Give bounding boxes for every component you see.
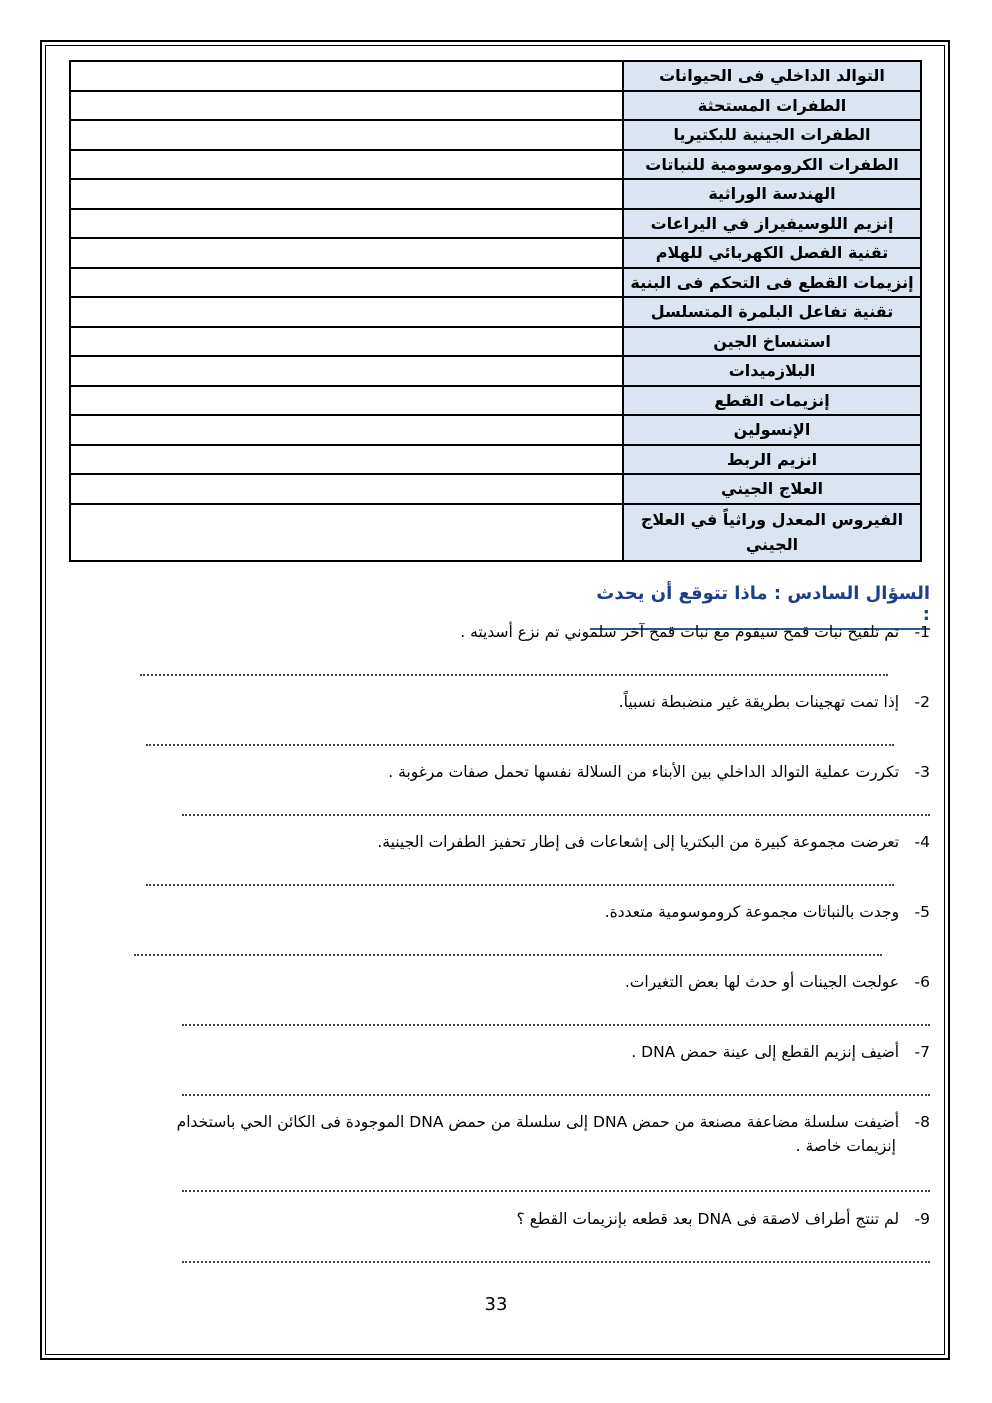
answer-line[interactable] — [134, 954, 882, 956]
answer-cell[interactable] — [70, 504, 623, 561]
answer-cell[interactable] — [70, 238, 623, 268]
answer-cell[interactable] — [70, 386, 623, 416]
list-item — [70, 760, 930, 784]
list-item — [70, 1207, 930, 1231]
question-number: 4- — [914, 833, 930, 851]
list-item — [70, 970, 930, 994]
term-cell: البلازميدات — [623, 356, 921, 386]
question-text: لم تنتج أطراف لاصقة فى DNA بعد قطعه بإنزيمات القطع ؟ — [516, 1210, 900, 1228]
answer-cell[interactable] — [70, 91, 623, 121]
table-row — [70, 386, 921, 416]
list-item — [68, 1110, 930, 1158]
answer-cell[interactable] — [70, 61, 623, 91]
question-number: 5- — [914, 903, 930, 921]
question-text: تكررت عملية التوالد الداخلي بين الأبناء من السلالة نفسها تحمل صفات مرغوبة . — [388, 763, 900, 781]
term-cell: العلاج الجيني — [623, 474, 921, 504]
term-cell: تقنية الفصل الكهربائي للهلام — [623, 238, 921, 268]
answer-cell[interactable] — [70, 209, 623, 239]
list-item — [70, 690, 930, 714]
question-text: أضيف إنزيم القطع إلى عينة حمض DNA . — [631, 1043, 900, 1061]
table-row — [70, 209, 921, 239]
list-item — [70, 1040, 930, 1064]
term-cell: الفيروس المعدل وراثياً في العلاج الجيني — [623, 504, 921, 561]
answer-line[interactable] — [182, 1094, 930, 1096]
table-row — [70, 327, 921, 357]
table-row — [70, 356, 921, 386]
term-cell: الطفرات الجينية للبكتيريا — [623, 120, 921, 150]
term-cell: الهندسة الوراثية — [623, 179, 921, 209]
answer-cell[interactable] — [70, 297, 623, 327]
answer-cell[interactable] — [70, 356, 623, 386]
question-number: 9- — [914, 1210, 930, 1228]
answer-cell[interactable] — [70, 120, 623, 150]
question-text: أضيفت سلسلة مضاعفة مصنعة من حمض DNA إلى سلسلة من حمض DNA الموجودة فى الكائن الحي باستخدام — [176, 1113, 900, 1131]
table-row — [70, 91, 921, 121]
table-row — [70, 150, 921, 180]
answer-cell[interactable] — [70, 179, 623, 209]
table-row — [70, 238, 921, 268]
answer-cell[interactable] — [70, 415, 623, 445]
term-cell: تقنية تفاعل البلمرة المتسلسل — [623, 297, 921, 327]
table-row — [70, 415, 921, 445]
list-item — [70, 620, 930, 644]
section-title: السؤال السادس : ماذا تتوقع أن يحدث : — [590, 583, 930, 630]
term-cell: الطفرات الكروموسومية للنباتات — [623, 150, 921, 180]
answer-cell[interactable] — [70, 150, 623, 180]
term-cell: إنزيمات القطع فى التحكم فى البنية — [623, 268, 921, 298]
table-row — [70, 297, 921, 327]
question-number: 8- — [914, 1113, 930, 1131]
term-cell: انزيم الربط — [623, 445, 921, 475]
answer-cell[interactable] — [70, 445, 623, 475]
answer-cell[interactable] — [70, 474, 623, 504]
answer-cell[interactable] — [70, 268, 623, 298]
answer-line[interactable] — [146, 884, 894, 886]
answer-line[interactable] — [182, 1190, 930, 1192]
term-cell: استنساخ الجين — [623, 327, 921, 357]
question-text: تعرضت مجموعة كبيرة من البكتريا إلى إشعاعات فى إطار تحفيز الطفرات الجينية. — [377, 833, 900, 851]
terms-table — [69, 60, 922, 562]
list-item — [70, 830, 930, 854]
table-row — [70, 474, 921, 504]
term-cell: إنزيم اللوسيفيراز في اليراعات — [623, 209, 921, 239]
table-row — [70, 504, 921, 561]
question-text: تم تلقيح نبات قمح سيفوم مع نبات قمح آخر سلموني تم نزع أسديته . — [460, 623, 900, 641]
question-number: 6- — [914, 973, 930, 991]
answer-line[interactable] — [182, 1261, 930, 1263]
answer-line[interactable] — [140, 674, 888, 676]
answer-line[interactable] — [182, 814, 930, 816]
term-cell: الإنسولين — [623, 415, 921, 445]
question-text: وجدت بالنباتات مجموعة كروموسومية متعددة. — [604, 903, 900, 921]
table-row — [70, 268, 921, 298]
table-row — [70, 179, 921, 209]
table-row — [70, 445, 921, 475]
question-text: إذا تمت تهجينات بطريقة غير منضبطة نسبياً. — [618, 693, 900, 711]
list-item — [70, 900, 930, 924]
question-number: 7- — [914, 1043, 930, 1061]
table-row — [70, 120, 921, 150]
question-number: 2- — [914, 693, 930, 711]
term-cell: الطفرات المستحثة — [623, 91, 921, 121]
term-cell: التوالد الداخلي فى الحيوانات — [623, 61, 921, 91]
term-cell: إنزيمات القطع — [623, 386, 921, 416]
answer-cell[interactable] — [70, 327, 623, 357]
page-number: 33 — [484, 1294, 508, 1315]
question-text: عولجت الجينات أو حدث لها بعض التغيرات. — [624, 973, 900, 991]
table-row — [70, 61, 921, 91]
question-number: 1- — [914, 623, 930, 641]
answer-line[interactable] — [182, 1024, 930, 1026]
question-number: 3- — [914, 763, 930, 781]
question-text-continued: إنزيمات خاصة . — [795, 1137, 896, 1155]
answer-line[interactable] — [146, 744, 894, 746]
